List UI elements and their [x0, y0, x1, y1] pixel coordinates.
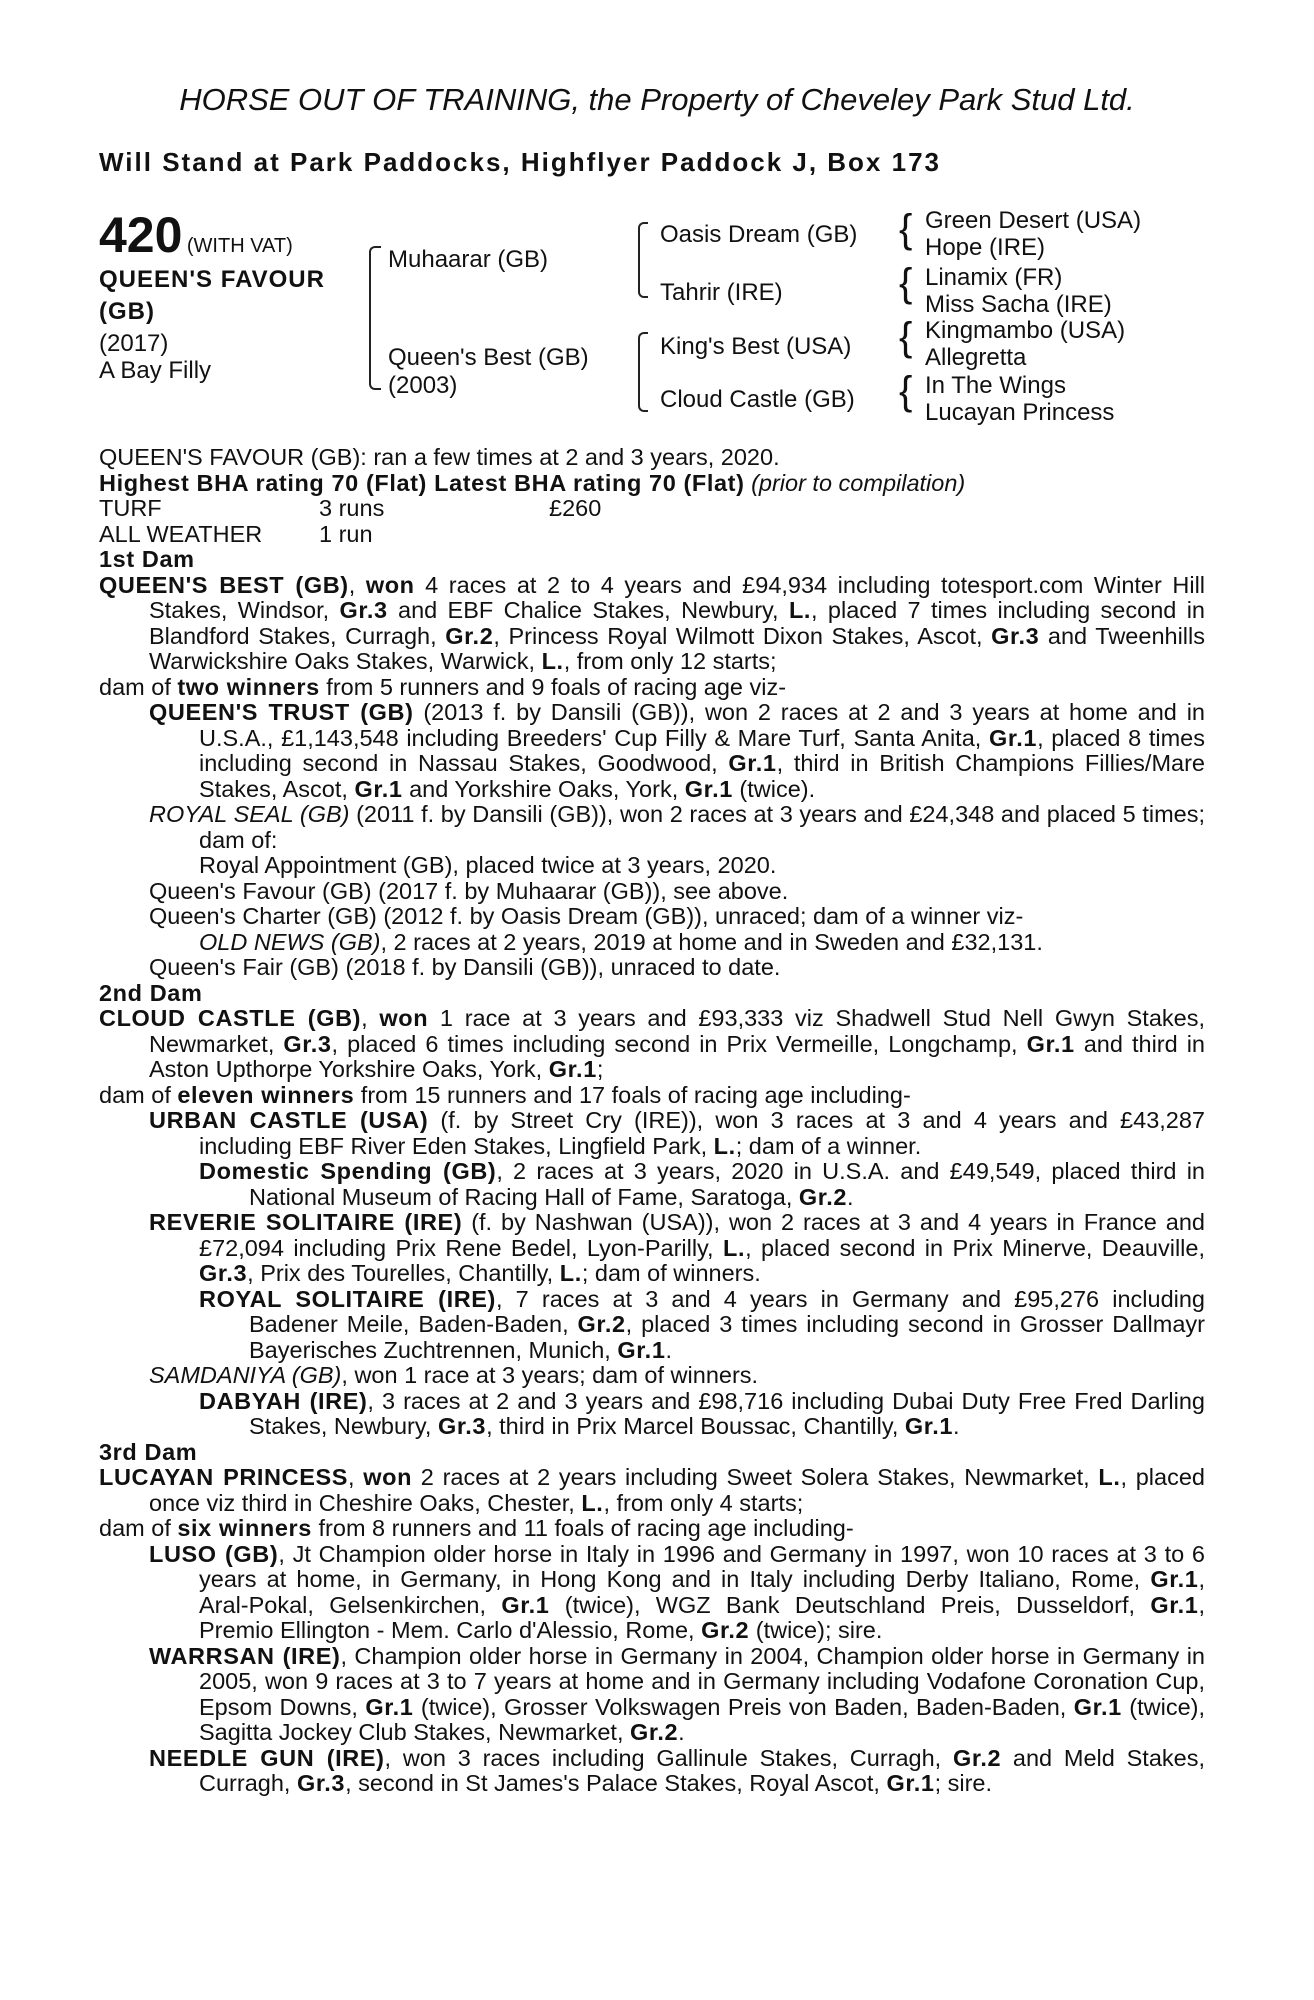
- horse-year: (2017): [99, 330, 169, 357]
- pedigree-gen4-8: Lucayan Princess: [925, 399, 1115, 426]
- pedigree-brace-sire: [638, 222, 648, 298]
- produce-queens-trust: QUEEN'S TRUST (GB) (2013 f. by Dansili (GB)), won 2 races at 2 and 3 years at home and in U.S.A., £1,143,548 including Breeders' Cup Filly & Mare Turf, Santa Anita, Gr.1, placed 8 times including second in Nassau Stakes, Goodwood, Gr.1, third in British Champions Fillies/Mare Stakes, Ascot, Gr.1 and Yorkshire Oaks, York, Gr.1 (twice).: [149, 699, 1205, 802]
- catalogue-body: [99, 445, 1205, 1797]
- third-dam-record: LUCAYAN PRINCESS, won 2 races at 2 years including Sweet Solera Stakes, Newmarket, L., placed once viz third in Cheshire Oaks, Chester, L., from only 4 starts;: [99, 1464, 1205, 1516]
- pedigree-gen3-3: King's Best (USA): [660, 333, 852, 360]
- pedigree-gen4-7: In The Wings: [925, 372, 1066, 399]
- aw-record: ALL WEATHER 1 run: [99, 520, 373, 547]
- pedigree-brace-dam: [638, 332, 648, 412]
- second-dam-produce: dam of eleven winners from 15 runners and 17 foals of racing age including-: [99, 1081, 911, 1108]
- second-dam-heading: 2nd Dam: [99, 979, 203, 1006]
- produce-warrsan: WARRSAN (IRE), Champion older horse in Germany in 2004, Champion older horse in Germany in 2005, won 9 races at 3 to 7 years at home and in Germany including Vodafone Coronation Cup, Epsom Downs, Gr.1 (twice), Grosser Volkswagen Preis von Baden, Baden-Baden, Gr.1 (twice), Sagitta Jockey Club Stakes, Newmarket, Gr.2.: [149, 1642, 1205, 1745]
- first-dam-heading: 1st Dam: [99, 546, 195, 572]
- pedigree-gen4-6: Allegretta: [925, 344, 1027, 371]
- third-dam-heading: 3rd Dam: [99, 1438, 198, 1465]
- produce-royal-seal: ROYAL SEAL (GB) (2011 f. by Dansili (GB)), won 2 races at 3 years and £24,348 and placed 5 times; dam of:: [149, 801, 1205, 853]
- third-dam-produce: dam of six winners from 8 runners and 11 foals of racing age including-: [99, 1515, 854, 1541]
- produce-reverie-solitaire: REVERIE SOLITAIRE (IRE) (f. by Nashwan (USA)), won 2 races at 3 and 4 years in France and £72,094 including Prix Rene Bedel, Lyon-Parilly, L., placed second in Prix Minerve, Deauville, Gr.3, Prix des Tourelles, Chantilly, L.; dam of winners.: [149, 1209, 1205, 1286]
- produce-samdaniya: SAMDANIYA (GB), won 1 race at 3 years; dam of winners.: [149, 1362, 759, 1388]
- produce-royal-appointment: Royal Appointment (GB), placed twice at 3 years, 2020.: [199, 852, 777, 878]
- page-title: HORSE OUT OF TRAINING, the Property of Cheveley Park Stud Ltd.: [179, 82, 1135, 117]
- rating-line: Highest BHA rating 70 (Flat) Latest BHA rating 70 (Flat) (prior to compilation): [99, 469, 966, 496]
- stabling-location: Will Stand at Park Paddocks, Highflyer Paddock J, Box 173: [99, 147, 941, 177]
- horse-name: QUEEN'S FAVOUR (GB): [99, 266, 325, 325]
- pedigree-gen4-3: Linamix (FR): [925, 264, 1063, 291]
- lot-number: 420: [99, 207, 183, 263]
- first-dam-record: QUEEN'S BEST (GB), won 4 races at 2 to 4 years and £94,934 including totesport.com Winter Hill Stakes, Windsor, Gr.3 and EBF Chalice Stakes, Newbury, L., placed 7 times including second in Blandford Stakes, Curragh, Gr.2, Princess Royal Wilmott Dixon Stakes, Ascot, Gr.3 and Tweenhills Warwickshire Oaks Stakes, Warwick, L., from only 12 starts;: [99, 571, 1206, 674]
- pedigree-gen3-1: Oasis Dream (GB): [660, 221, 858, 248]
- lot-number-block: [99, 207, 293, 263]
- pedigree-sire: Muhaarar (GB): [388, 246, 549, 273]
- pedigree-gen3-4: Cloud Castle (GB): [660, 386, 855, 413]
- produce-dabyah: DABYAH (IRE), 3 races at 2 and 3 years and £98,716 including Dubai Duty Free Fred Darling Stakes, Newbury, Gr.3, third in Prix Marcel Boussac, Chantilly, Gr.1.: [199, 1387, 1205, 1439]
- produce-old-news: OLD NEWS (GB), 2 races at 2 years, 2019 at home and in Sweden and £32,131.: [199, 928, 1043, 955]
- pedigree-gen4-2: Hope (IRE): [925, 234, 1046, 261]
- pedigree-gen4-4: Miss Sacha (IRE): [925, 291, 1112, 318]
- produce-queens-fair: Queen's Fair (GB) (2018 f. by Dansili (GB)), unraced to date.: [149, 954, 781, 980]
- produce-queens-favour: Queen's Favour (GB) (2017 f. by Muhaarar (GB)), see above.: [149, 877, 789, 904]
- first-dam-produce: dam of two winners from 5 runners and 9 foals of racing age viz-: [99, 673, 787, 700]
- vat-note: (WITH VAT): [186, 235, 293, 257]
- produce-needle-gun: NEEDLE GUN (IRE), won 3 races including Gallinule Stakes, Curragh, Gr.2 and Meld Stakes, Curragh, Gr.3, second in St James's Palace Stakes, Royal Ascot, Gr.1; sire.: [149, 1744, 1206, 1796]
- turf-record: TURF 3 runs £260: [99, 495, 602, 521]
- produce-domestic-spending: Domestic Spending (GB), 2 races at 3 years, 2020 in U.S.A. and £49,549, placed third in National Museum of Racing Hall of Fame, Saratoga, Gr.2.: [199, 1158, 1205, 1210]
- pedigree-gen4-1: Green Desert (USA): [925, 207, 1142, 234]
- catalogue-page: HORSE OUT OF TRAINING, the Property of Cheveley Park Stud Ltd. Will Stand at Park Paddocks, Highflyer Paddock J, Box 173 420 (WITH VAT) QUEEN'S FAVOUR (GB) (2017) A Bay Filly Muhaarar (GB) Queen's Best (GB) (2003) Oasis Dream (GB) Tahrir (IRE) King's Best (USA) Cloud Castle (GB) { Green Desert (USA) Hope (IRE) { Linamix (FR) Miss Sacha (IRE) { Kingmambo (USA) Allegretta { In The Wings Lucayan Princess QUEEN'S FAVOUR (GB): ran a few times at 2 and 3 years, 2020. Highest BHA rating 70 (Flat) Latest BHA rating 70 (Flat) (prior to compilation) TURF 3 runs £260 ALL WEATHER 1 run 1st Dam QUEEN'S BEST (GB), won 4 races at 2 to 4 years and £94,934 including totesport.com Winter Hill Stakes, Windsor, Gr.3 and EBF Chalice Stakes, Newbury, L., placed 7 times including second in Blandford Stakes, Curragh, Gr.2, Princess Royal Wilmott Dixon Stakes, Ascot, Gr.3 and Tweenhills Warwickshire Oaks Stakes, Warwick, L., from only 12 starts; dam of two winners from 5 runners and 9 foals of racing age viz- QUEEN'S TRUST (GB) (2013 f. by Dansili (GB)), won 2 races at 2 and 3 years at home and in U.S.A., £1,143,548 including Breeders' Cup Filly & Mare Turf, Santa Anita, Gr.1, placed 8 times including second in Nassau Stakes, Goodwood, Gr.1, third in British Champions Fillies/Mare Stakes, Ascot, Gr.1 and Yorkshire Oaks, York, Gr.1 (twice). ROYAL SEAL (GB) (2011 f. by Dansili (GB)), won 2 races at 3 years and £24,348 and placed 5 times; dam of: Royal Appointment (GB), placed twice at 3 years, 2020. Queen's Favour (GB) (2017 f. by Muhaarar (GB)), see above. Queen's Charter (GB) (2012 f. by Oasis Dream (GB)), unraced; dam of a winner viz- OLD NEWS (GB), 2 races at 2 years, 2019 at home and in Sweden and £32,131. Queen's Fair (GB) (2018 f. by Dansili (GB)), unraced to date. 2nd Dam CLOUD CASTLE (GB), won 1 race at 3 years and £93,333 viz Shadwell Stud Nell Gwyn Stakes, Newmarket, Gr.3, placed 6 times including second in Prix Vermeille, Longchamp, Gr.1 and third in Aston Upthorpe Yorkshire Oaks, York, Gr.1; dam of eleven winners from 15 runners and 17 foals of racing age including- URBAN CASTLE (USA) (f. by Street Cry (IRE)), won 3 races at 3 and 4 years and £43,287 including EBF River Eden Stakes, Lingfield Park, L.; dam of a winner. Domestic Spending (GB), 2 races at 3 years, 2020 in U.S.A. and £49,549, placed third in National Museum of Racing Hall of Fame, Saratoga, Gr.2. REVERIE SOLITAIRE (IRE) (f. by Nashwan (USA)), won 2 races at 3 and 4 years in France and £72,094 including Prix Rene Bedel, Lyon-Parilly, L., placed second in Prix Minerve, Deauville, Gr.3, Prix des Tourelles, Chantilly, L.; dam of winners. ROYAL SOLITAIRE (IRE), 7 races at 3 and 4 years in Germany and £95,276 including Badener Meile, Baden-Baden, Gr.2, placed 3 times including second in Grosser Dallmayr Bayerisches Zuchtrennen, Munich, Gr.1. SAMDANIYA (GB), won 1 race at 3 years; dam of winners. DABYAH (IRE), 3 races at 2 and 3 years and £98,716 including Dubai Duty Free Fred Darling Stakes, Newbury, Gr.3, third in Prix Marcel Boussac, Chantilly, Gr.1. 3rd Dam LUCAYAN PRINCESS, won 2 races at 2 years including Sweet Solera Stakes, Newmarket, L., placed once viz third in Cheshire Oaks, Chester, L., from only 4 starts; dam of six winners from 8 runners and 11 foals of racing age including- LUSO (GB), Jt Champion older horse in Italy in 1996 and Germany in 1997, won 10 races at 3 to 6 years at home, in Germany, in Hong Kong and in Italy including Derby Italiano, Rome, Gr.1, Aral-Pokal, Gelsenkirchen, Gr.1 (twice), WGZ Bank Deutschland Preis, Dusseldorf, Gr.1, Premio Ellington - Mem. Carlo d'Alessio, Rome, Gr.2 (twice); sire. WARRSAN (IRE), Champion older horse in Germany in 2004, Champion older horse in Germany in 2005, won 9 races at 3 to 7 years at home and in Germany including Vodafone Coronation Cup, Epsom Downs, Gr.1 (twice), Grosser Volkswagen Preis von Baden, Baden-Baden, Gr.1 (twice), Sagitta Jockey Club Stakes, Newmarket, Gr.2. NEEDLE GUN (IRE), won 3 races including Gallinule Stakes, Curragh, Gr.2 and Meld Stakes, Curragh, Gr.3, second in St James's Palace Stakes, Royal Ascot, Gr.1; sire.: [0, 0, 1314, 2000]
- horse-description: A Bay Filly: [99, 357, 212, 384]
- produce-queens-charter: Queen's Charter (GB) (2012 f. by Oasis Dream (GB)), unraced; dam of a winner viz-: [149, 903, 1024, 929]
- pedigree-gen4-5: Kingmambo (USA): [925, 317, 1126, 344]
- race-summary: QUEEN'S FAVOUR (GB): ran a few times at 2 and 3 years, 2020.: [99, 444, 780, 470]
- pedigree-gen3-2: Tahrir (IRE): [660, 279, 783, 306]
- second-dam-record: CLOUD CASTLE (GB), won 1 race at 3 years and £93,333 viz Shadwell Stud Nell Gwyn Stakes, Newmarket, Gr.3, placed 6 times including second in Prix Vermeille, Longchamp, Gr.1 and third in Aston Upthorpe Yorkshire Oaks, York, Gr.1;: [99, 1005, 1206, 1082]
- produce-urban-castle: URBAN CASTLE (USA) (f. by Street Cry (IRE)), won 3 races at 3 and 4 years and £43,287 including EBF River Eden Stakes, Lingfield Park, L.; dam of a winner.: [149, 1107, 1205, 1159]
- pedigree-dam-year: (2003): [388, 372, 458, 399]
- pedigree-brace-gen1: [369, 246, 381, 390]
- pedigree-dam: Queen's Best (GB): [388, 344, 589, 371]
- produce-royal-solitaire: ROYAL SOLITAIRE (IRE), 7 races at 3 and 4 years in Germany and £95,276 including Badener Meile, Baden-Baden, Gr.2, placed 3 times including second in Grosser Dallmayr Bayerisches Zuchtrennen, Munich, Gr.1.: [199, 1285, 1206, 1363]
- produce-luso: LUSO (GB), Jt Champion older horse in Italy in 1996 and Germany in 1997, won 10 races at 3 to 6 years at home, in Germany, in Hong Kong and in Italy including Derby Italiano, Rome, Gr.1, Aral-Pokal, Gelsenkirchen, Gr.1 (twice), WGZ Bank Deutschland Preis, Dusseldorf, Gr.1, Premio Ellington - Mem. Carlo d'Alessio, Rome, Gr.2 (twice); sire.: [149, 1540, 1205, 1643]
